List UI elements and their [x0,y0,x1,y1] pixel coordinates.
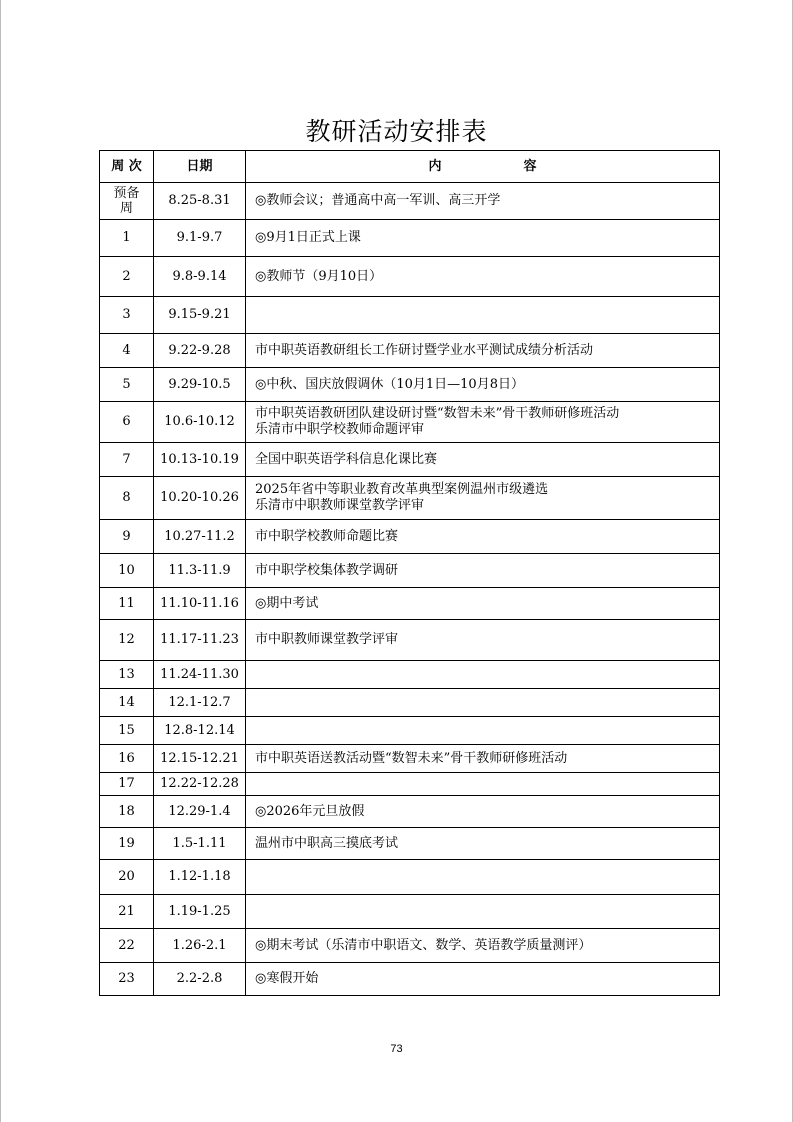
schedule-table-body [100,151,720,996]
week-cell: 18 [100,796,154,828]
table-row [100,443,720,477]
schedule-table [99,150,720,996]
content-cell [246,895,720,929]
table-row [100,257,720,297]
week-cell: 4 [100,334,154,368]
week-cell: 10 [100,554,154,588]
content-cell [246,402,720,443]
date-cell: 11.17-11.23 [154,620,246,661]
table-row [100,963,720,996]
week-cell: 3 [100,297,154,334]
content-cell [246,717,720,745]
date-cell: 10.27-11.2 [154,520,246,554]
header-week: 周 次 [100,151,154,183]
header-content-right: 容 [523,158,537,174]
date-cell: 1.19-1.25 [154,895,246,929]
week-cell: 9 [100,520,154,554]
header-date: 日期 [154,151,246,183]
content-cell [246,661,720,689]
content-cell [246,963,720,996]
week-cell: 23 [100,963,154,996]
table-header-row [100,151,720,183]
date-cell: 9.22-9.28 [154,334,246,368]
week-cell: 14 [100,689,154,717]
content-cell [246,796,720,828]
content-cell [246,773,720,796]
content-cell [246,443,720,477]
content-line: ◎寒假开始 [255,971,319,986]
content-cell [246,334,720,368]
table-row [100,895,720,929]
table-row [100,860,720,895]
table-row [100,297,720,334]
content-line: 市中职教师课堂教学评审 [255,632,399,647]
content-cell [246,689,720,717]
table-row [100,520,720,554]
table-row [100,220,720,257]
date-cell: 9.15-9.21 [154,297,246,334]
week-cell: 预备周 [100,183,154,220]
table-row [100,620,720,661]
content-line: 温州市中职高三摸底考试 [255,835,399,851]
date-cell: 11.10-11.16 [154,588,246,620]
table-row [100,661,720,689]
date-cell: 12.22-12.28 [154,773,246,796]
week-cell: 8 [100,477,154,520]
week-cell: 12 [100,620,154,661]
content-cell [246,520,720,554]
content-line: ◎教师会议；普通高中高一军训、高三开学 [255,193,501,208]
content-cell [246,368,720,402]
content-line: 市中职英语教研组长工作研讨暨学业水平测试成绩分析活动 [255,342,594,358]
table-row [100,334,720,368]
date-cell: 8.25-8.31 [154,183,246,220]
content-line: ◎2026年元旦放假 [255,803,365,819]
content-line: 市中职学校集体教学调研 [255,562,399,578]
content-cell [246,745,720,773]
page-border-left [0,0,1,1122]
content-cell [246,929,720,963]
date-cell: 12.15-12.21 [154,745,246,773]
content-line: ◎中秋、国庆放假调休（10月1日—10月8日） [255,376,524,392]
date-cell: 1.12-1.18 [154,860,246,895]
week-cell: 16 [100,745,154,773]
content-line: ◎期末考试（乐清市中职语文、数学、英语教学质量测评） [255,937,592,953]
date-cell: 12.8-12.14 [154,717,246,745]
content-cell [246,828,720,860]
date-cell: 12.1-12.7 [154,689,246,717]
week-cell: 11 [100,588,154,620]
content-cell [246,860,720,895]
content-line: 乐清市中职教师课堂教学评审 [255,498,425,513]
table-row [100,717,720,745]
table-row [100,929,720,963]
table-row [100,588,720,620]
date-cell: 10.20-10.26 [154,477,246,520]
table-row [100,689,720,717]
header-content-left: 内 [428,158,442,174]
date-cell: 9.1-9.7 [154,220,246,257]
content-line: ◎9月1日正式上课 [255,230,361,245]
content-line: 2025年省中等职业教育改革典型案例温州市级遴选 [255,482,549,497]
date-cell: 11.3-11.9 [154,554,246,588]
content-cell [246,183,720,220]
date-cell: 10.13-10.19 [154,443,246,477]
week-cell: 22 [100,929,154,963]
content-cell [246,588,720,620]
content-cell [246,297,720,334]
table-row [100,828,720,860]
table-row [100,183,720,220]
week-cell: 17 [100,773,154,796]
date-cell: 1.26-2.1 [154,929,246,963]
date-cell: 10.6-10.12 [154,402,246,443]
content-line: 乐清市中职学校教师命题评审 [255,422,425,437]
week-cell: 13 [100,661,154,689]
content-line: ◎期中考试 [255,595,319,611]
content-cell [246,257,720,297]
week-cell: 6 [100,402,154,443]
content-line: ◎教师节（9月10日） [255,268,383,284]
page-title: 教研活动安排表 [305,117,488,146]
date-cell: 1.5-1.11 [154,828,246,860]
table-row [100,745,720,773]
content-cell [246,554,720,588]
week-cell: 15 [100,717,154,745]
date-cell: 11.24-11.30 [154,661,246,689]
content-line: 市中职英语教研团队建设研讨暨“数智未来”骨干教师研修班活动 [255,406,620,421]
table-row [100,796,720,828]
week-cell: 21 [100,895,154,929]
week-cell: 2 [100,257,154,297]
week-cell: 19 [100,828,154,860]
page-number: 73 [390,1043,403,1055]
date-cell: 2.2-2.8 [154,963,246,996]
header-content [246,151,720,183]
content-cell [246,477,720,520]
content-cell [246,220,720,257]
table-row [100,368,720,402]
content-line: 市中职英语送教活动暨“数智未来”骨干教师研修班活动 [255,750,568,766]
content-line: 全国中职英语学科信息化课比赛 [255,451,438,467]
week-cell: 7 [100,443,154,477]
week-cell: 20 [100,860,154,895]
week-cell: 5 [100,368,154,402]
content-line: 市中职学校教师命题比赛 [255,528,399,544]
table-row [100,773,720,796]
table-row [100,402,720,443]
week-cell: 1 [100,220,154,257]
table-row [100,477,720,520]
content-cell [246,620,720,661]
table-row [100,554,720,588]
date-cell: 9.8-9.14 [154,257,246,297]
date-cell: 12.29-1.4 [154,796,246,828]
date-cell: 9.29-10.5 [154,368,246,402]
